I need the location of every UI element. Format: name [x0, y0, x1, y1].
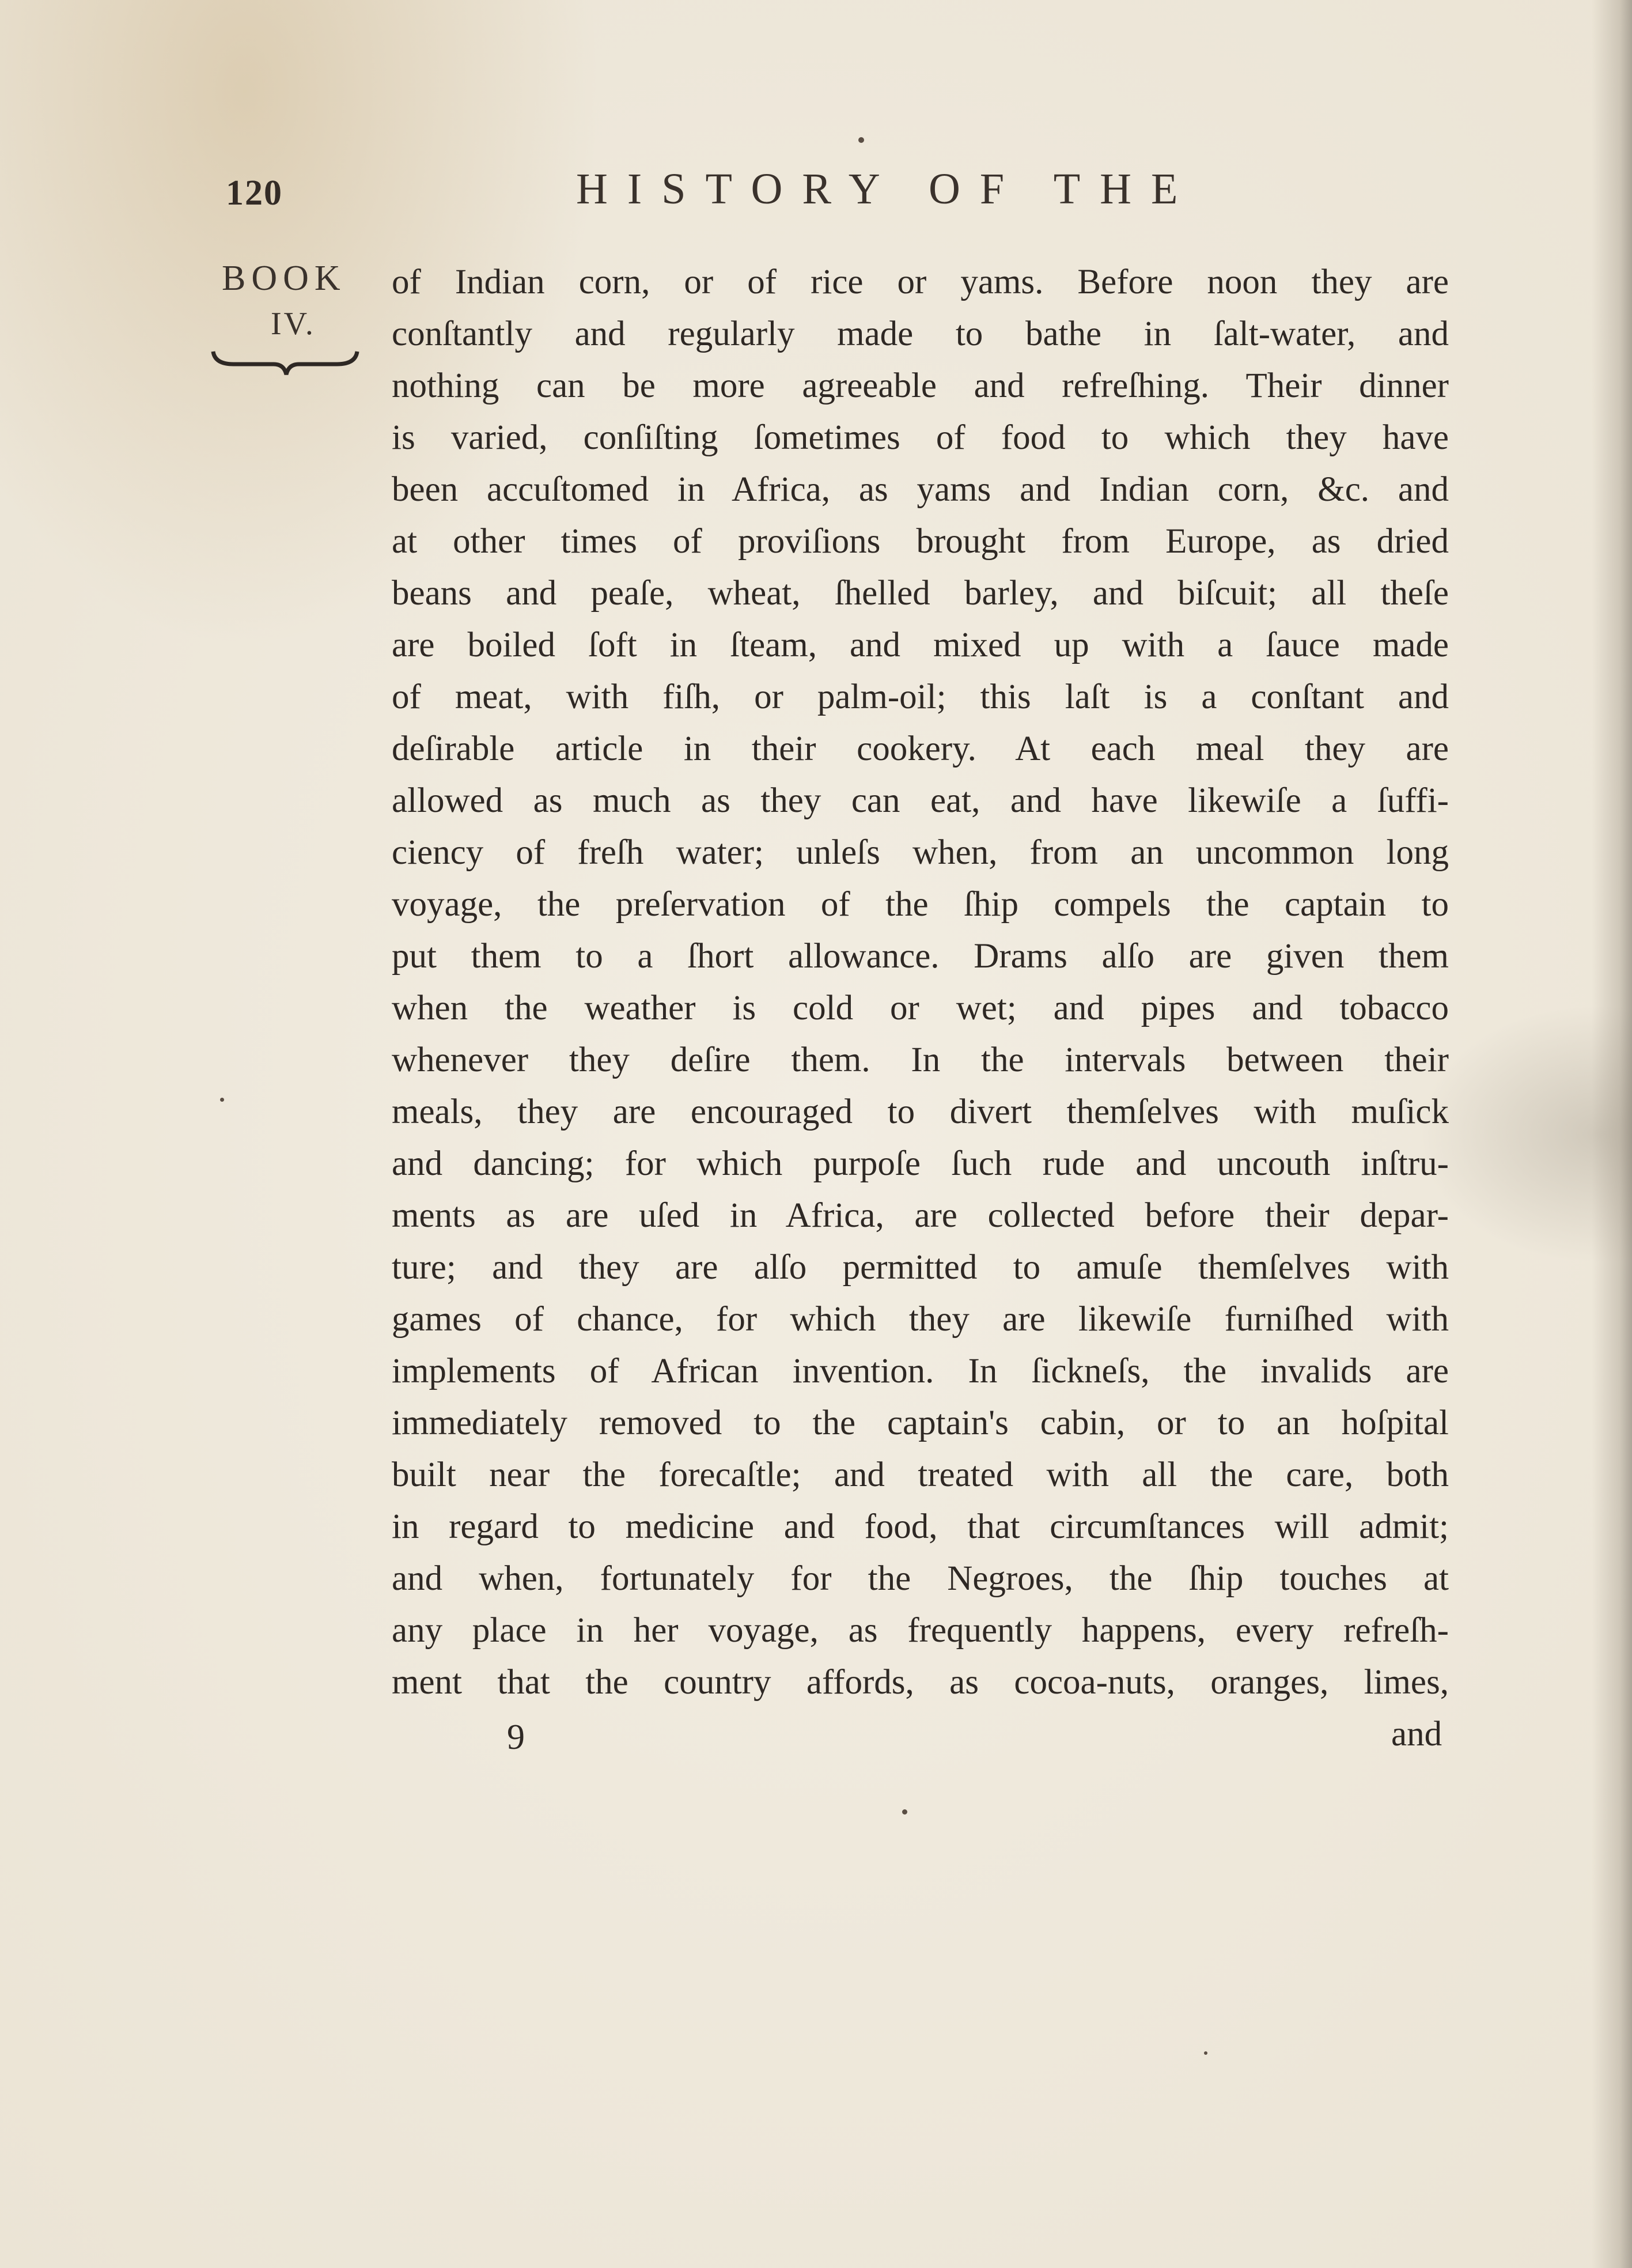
text-line: and dancing; for which purpoſe ſuch rude and uncouth inſtru-: [392, 1144, 1449, 1183]
side-note-volume: IV.: [271, 306, 316, 342]
text-line: ments as are uſed in Africa, are collected before their depar-: [392, 1196, 1449, 1235]
text-line: beans and peaſe, wheat, ſhelled barley, and biſcuit; all theſe: [392, 574, 1449, 613]
text-line: allowed as much as they can eat, and have likewiſe a ſuffi-: [392, 781, 1449, 820]
text-line: immediately removed to the captain's cabin, or to an hoſpital: [392, 1404, 1449, 1442]
text-line: when the weather is cold or wet; and pipes and tobacco: [392, 989, 1449, 1027]
paper-speck: [902, 1809, 907, 1815]
paper-speck: [858, 137, 864, 143]
text-line: of meat, with fiſh, or palm-oil; this laſt is a conſtant and: [392, 678, 1449, 716]
page-number: 120: [226, 173, 283, 213]
text-line: and when, fortunately for the Negroes, the ſhip touches at: [392, 1559, 1449, 1598]
side-note-book: BOOK: [222, 259, 346, 298]
text-line: voyage, the preſervation of the ſhip compels the captain to: [392, 885, 1449, 924]
catchword: and: [1391, 1715, 1442, 1753]
side-note-brace-icon: [210, 346, 360, 380]
text-line: meals, they are encouraged to divert themſelves with muſick: [392, 1093, 1449, 1131]
paper-speck: [1204, 2051, 1207, 2055]
text-line: games of chance, for which they are likewiſe furniſhed with: [392, 1300, 1449, 1339]
text-line: built near the forecaſtle; and treated with all the care, both: [392, 1456, 1449, 1494]
text-line: nothing can be more agreeable and refreſhing. Their dinner: [392, 366, 1449, 405]
text-line: implements of African invention. In ſickneſs, the invalids are: [392, 1352, 1449, 1390]
text-line: any place in her voyage, as frequently happens, every refreſh-: [392, 1611, 1449, 1650]
text-line: whenever they deſire them. In the intervals between their: [392, 1041, 1449, 1079]
text-line: is varied, conſiſting ſometimes of food to which they have: [392, 418, 1449, 457]
text-line: ture; and they are alſo permitted to amuſe themſelves with: [392, 1248, 1449, 1287]
page-gutter-shadow: [1592, 0, 1632, 2268]
paper-speck: [220, 1098, 224, 1102]
text-line: at other times of proviſions brought from Europe, as dried: [392, 522, 1449, 561]
text-line: in regard to medicine and food, that circumſtances will admit;: [392, 1507, 1449, 1546]
text-line: are boiled ſoft in ſteam, and mixed up with a ſauce made: [392, 626, 1449, 664]
body-text: [392, 256, 1449, 1708]
running-head: HISTORY OF THE: [576, 165, 1198, 213]
text-line: ciency of freſh water; unleſs when, from an uncommon long: [392, 833, 1449, 872]
text-line: deſirable article in their cookery. At each meal they are: [392, 729, 1449, 768]
text-line: ment that the country affords, as cocoa-nuts, oranges, limes,: [392, 1663, 1449, 1702]
text-line: been accuſtomed in Africa, as yams and Indian corn, &c. and: [392, 470, 1449, 509]
text-line: of Indian corn, or of rice or yams. Before noon they are: [392, 263, 1449, 301]
text-line: conſtantly and regularly made to bathe in ſalt-water, and: [392, 315, 1449, 353]
text-line: put them to a ſhort allowance. Drams alſo are given them: [392, 937, 1449, 976]
signature-mark: 9: [507, 1718, 525, 1757]
